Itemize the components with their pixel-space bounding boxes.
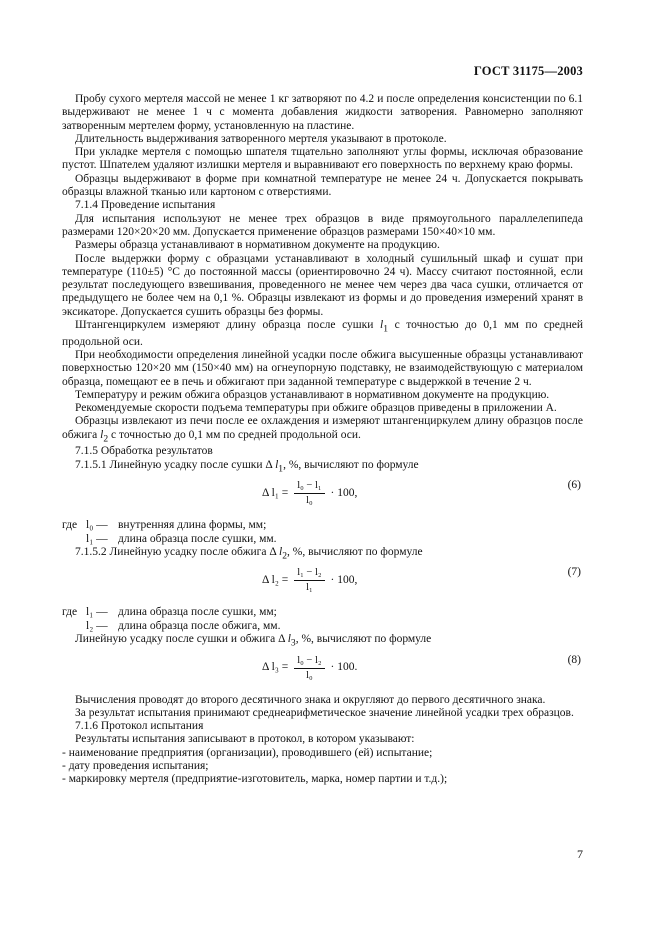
fraction-numerator: l₁ − l₂ <box>294 566 324 581</box>
paragraph: 7.1.5.1 Линейную усадку после сушки Δ $l_1$, %, вычисляют по формуле <box>75 458 419 474</box>
formula-tail: · 100, <box>330 487 358 500</box>
legend-row: где l₀ — внутренняя длина формы, мм; <box>62 519 267 532</box>
fraction-numerator: l₀ − l₂ <box>294 654 324 669</box>
formula-number: (6) <box>567 479 581 492</box>
formula-lhs: Δ l₂ = <box>262 574 289 587</box>
legend-row: где l₁ — длина образца после сушки, мм; <box>62 606 277 619</box>
fraction-numerator: l₀ − l₁ <box>294 479 324 494</box>
paragraph: Образцы извлекают из печи после ее охлаждения и измеряют штангенциркулем длину образцов после обжига $l_2$ с точностью до 0,1 мм по средней продольной оси. <box>62 415 583 445</box>
fraction-denominator: l₁ <box>306 582 313 594</box>
paragraph: Образцы выдерживают в форме при комнатной температуре не менее 24 ч. Допускается покрывать образцы влажной тканью или картоном с отверстиями. <box>62 172 583 199</box>
formula-fraction <box>294 654 324 683</box>
paragraph: Размеры образца устанавливают в нормативном документе на продукцию. <box>75 239 440 252</box>
formula-fraction <box>294 566 324 595</box>
paragraph: Штангенциркулем измеряют длину образца после сушки $l_1$ с точностью до 0,1 мм по средней продольной оси. <box>62 319 583 348</box>
formula-fraction <box>294 479 324 508</box>
paragraph: Результаты испытания записывают в протокол, в котором указывают: <box>75 733 415 746</box>
formula-tail: · 100, <box>330 574 358 587</box>
paragraph: Рекомендуемые скорости подъема температуры при обжиге образцов приведены в приложении А. <box>75 402 557 415</box>
formula-lhs: Δ l₁ = <box>262 487 289 500</box>
paragraph: Температуру и режим обжига образцов устанавливают в нормативном документе на продукцию. <box>75 388 550 401</box>
paragraph: Пробу сухого мертеля массой не менее 1 кг затворяют по 4.2 и после определения консистенции по 6.1 выдерживают не менее 1 ч с момента добавления жидкости затворения. Равномерно заполняют затворенным мертелем форму, установленную на пластине. <box>62 93 583 132</box>
section-heading: 7.1.5 Обработка результатов <box>75 445 213 458</box>
formula-8 <box>62 650 583 694</box>
paragraph: При укладке мертеля с помощью шпателя тщательно заполняют углы формы, исключая образование пустот. Шпателем удаляют излишки мертеля и выравнивают его поверхность по верхнему краю формы. <box>62 146 583 172</box>
section-heading: 7.1.4 Проведение испытания <box>75 199 216 212</box>
page-content <box>62 93 583 787</box>
formula-number: (8) <box>567 653 581 666</box>
formula-6 <box>62 475 583 519</box>
list-item: - дату проведения испытания; <box>62 760 209 773</box>
legend-row: l₁ — длина образца после сушки, мм. <box>86 532 277 545</box>
paragraph: После выдержки форму с образцами устанавливают в холодный сушильный шкаф и сушат при температуре (110±5) °С до постоянной массы (ориентировочно 24 ч). Массу считают постоянной, если результат последующего взвешивания, проведенного не менее чем через два часа сушки, отличается от предыдущего не более чем на 0,1 %. Образцы извлекают из формы и до проведения измерений хранят в эксикаторе. Допускается сушить образцы без формы. <box>62 252 583 318</box>
page-number: 7 <box>577 847 583 861</box>
section-heading: 7.1.6 Протокол испытания <box>75 720 204 733</box>
list-item: - маркировку мертеля (предприятие-изготовитель, марка, номер партии и т.д.); <box>62 773 448 786</box>
paragraph: При необходимости определения линейной усадки после обжига высушенные образцы устанавливают поверхностью 120×20 мм (150×40 мм) на огнеупорную подставку, не взаимодействующую с материалом образца, помещают ее в печь и обжигают при заданной температуре с выдержкой в течение 2 ч. <box>62 348 583 388</box>
formula-number: (7) <box>567 566 581 579</box>
list-item: - наименование предприятия (организации), проводившего (ей) испытание; <box>62 746 433 759</box>
formula-tail: · 100. <box>330 661 358 674</box>
paragraph: Линейную усадку после сушки и обжига Δ $l_3$, %, вычисляют по формуле <box>75 632 432 649</box>
standard-header: ГОСТ 31175—2003 <box>473 64 583 78</box>
formula-lhs: Δ l₃ = <box>262 661 289 674</box>
fraction-denominator: l₀ <box>306 495 313 507</box>
paragraph: За результат испытания принимают среднеарифметическое значение линейной усадки трех образцов. <box>75 706 574 719</box>
paragraph: Длительность выдерживания затворенного мертеля указывают в протоколе. <box>75 132 447 145</box>
formula-7 <box>62 562 583 606</box>
paragraph: Вычисления проводят до второго десятичного знака и округляют до первого десятичного знака. <box>75 693 546 706</box>
legend-row: l₂ — длина образца после обжига, мм. <box>86 619 281 632</box>
paragraph: 7.1.5.2 Линейную усадку после обжига Δ $l_2$, %, вычисляют по формуле <box>75 545 423 562</box>
fraction-denominator: l₀ <box>306 669 313 681</box>
paragraph: Для испытания используют не менее трех образцов в виде прямоугольного параллелепипеда размерами 120×20×20 мм. Допускается применение образцов размерами 150×40×10 мм. <box>62 212 583 238</box>
